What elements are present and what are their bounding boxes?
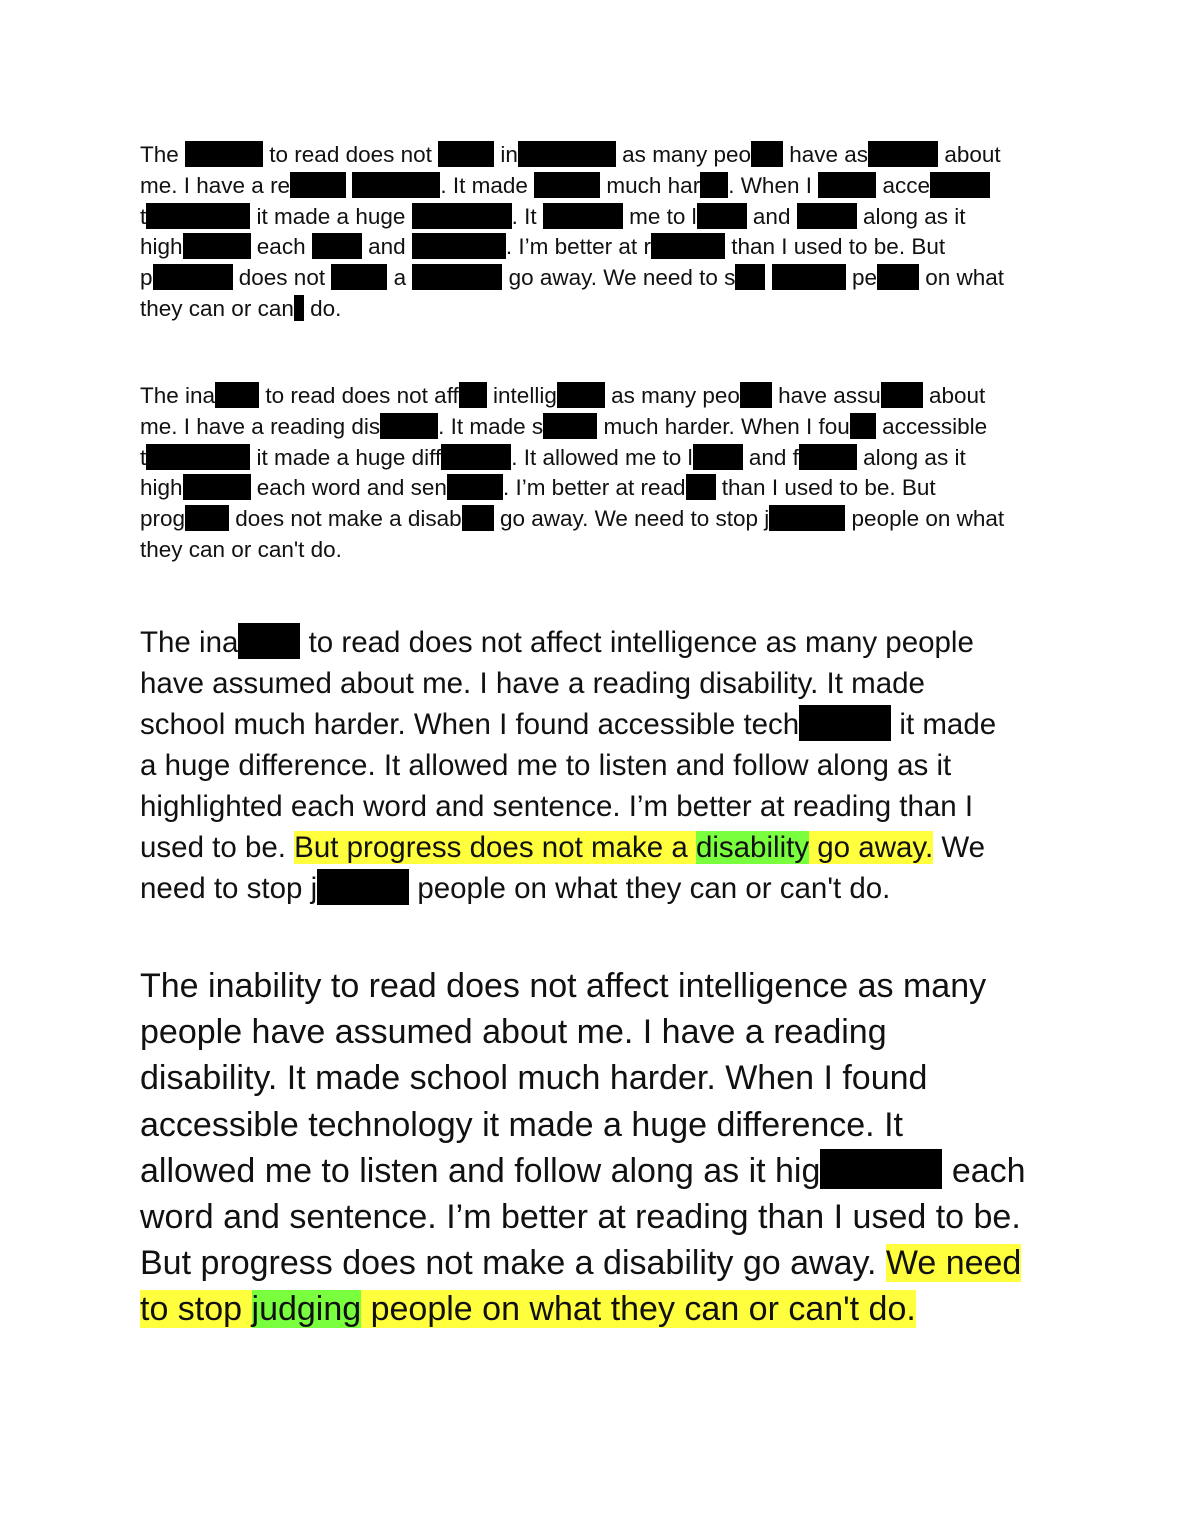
text-line [140, 663, 996, 704]
text-segment: go away. We need to s [502, 265, 736, 291]
text-segment: it made a huge [250, 203, 412, 229]
redaction-bar [740, 382, 772, 408]
highlight-green: judging [251, 1290, 362, 1329]
redaction-bar [459, 382, 487, 408]
redaction-bar [238, 623, 300, 659]
text-line [140, 745, 996, 786]
redaction-bar [183, 233, 251, 259]
redaction-bar [294, 295, 304, 321]
text-segment: accessible technology it made a huge difference. It [140, 1105, 903, 1144]
highlight-yellow: But progress does not make a [294, 831, 696, 864]
text-segment: to read does not aff [259, 383, 459, 408]
text-line [140, 1286, 1026, 1332]
redaction-bar [881, 382, 923, 408]
text-segment: along as it [856, 444, 966, 470]
text-segment: people on what they can or can't do. [409, 872, 891, 905]
highlight-yellow: to stop [140, 1290, 252, 1329]
text-segment: and [361, 234, 412, 260]
text-line [140, 704, 996, 745]
redaction-bar [380, 413, 438, 439]
redaction-bar [183, 474, 251, 500]
redaction-bar [700, 172, 728, 198]
text-segment: . It made [440, 172, 535, 198]
redaction-bar [447, 474, 503, 500]
text-segment: each word and sen [250, 475, 447, 501]
text-line [140, 786, 996, 827]
text-segment: and [746, 203, 797, 229]
text-line [140, 1055, 1026, 1101]
text-segment: on what [918, 265, 1005, 291]
text-segment: as many peo [615, 142, 751, 167]
redaction-bar [697, 203, 747, 229]
highlight-yellow: people on what they can or can't do. [361, 1290, 916, 1329]
redaction-bar [146, 444, 250, 470]
text-segment: people on what [845, 506, 1005, 532]
redaction-bar [534, 172, 600, 198]
redaction-bar [412, 264, 502, 290]
paragraph-redacted-heavy [140, 140, 1004, 325]
redaction-bar [850, 413, 876, 439]
text-line [140, 294, 1004, 325]
redaction-bar [735, 264, 765, 290]
text-segment: each [250, 234, 312, 260]
text-line [140, 1148, 1026, 1194]
redaction-bar [877, 264, 919, 290]
text-segment: The inability to read does not affect intelligence as many [140, 967, 987, 1005]
text-segment: allowed me to listen and follow along as it hig [140, 1151, 821, 1190]
text-segment: high [140, 475, 183, 501]
redaction-bar [868, 141, 938, 167]
text-line [140, 473, 1004, 504]
text-line [140, 202, 1004, 233]
text-segment: need to stop j [140, 872, 318, 905]
redaction-bar [557, 382, 605, 408]
text-segment: . I’m better at r [505, 234, 651, 260]
text-segment: they can or can [140, 295, 294, 321]
text-line [140, 443, 1004, 474]
text-segment: each [942, 1151, 1026, 1190]
text-line [140, 1240, 1026, 1286]
redaction-bar [799, 705, 891, 741]
text-segment: pe [845, 265, 877, 291]
text-segment: used to be. [140, 831, 295, 864]
text-segment: school much harder. When I found accessible tech [140, 708, 800, 741]
text-segment: prog [140, 506, 186, 532]
text-line [140, 412, 1004, 443]
paragraph-redacted-light [140, 622, 996, 909]
redaction-bar [312, 233, 362, 259]
redaction-bar [686, 474, 716, 500]
redaction-bar [797, 203, 857, 229]
redaction-bar [518, 141, 616, 167]
redaction-bar [769, 505, 845, 531]
redaction-bar [153, 264, 233, 290]
text-segment: highlighted each word and sentence. I’m better at reading than I [140, 790, 974, 823]
text-line [140, 1194, 1026, 1240]
text-segment: and f [742, 444, 799, 470]
text-segment: . I’m better at read [502, 475, 686, 501]
text-segment: a huge difference. It allowed me to listen and follow along as it [140, 749, 952, 782]
text-segment: have as [783, 142, 869, 167]
redaction-bar [412, 233, 506, 259]
paragraph-redacted-minimal [140, 963, 1026, 1333]
text-line [140, 868, 996, 909]
redaction-bar [215, 382, 259, 408]
text-segment: a [387, 265, 413, 291]
text-segment: about [938, 142, 1001, 167]
text-segment: have assu [771, 383, 881, 408]
redaction-bar [290, 172, 346, 198]
text-segment: me. I have a re [140, 172, 291, 198]
redaction-bar [772, 264, 846, 290]
text-segment: along as it [856, 203, 966, 229]
text-segment: But progress does not make a disability go away. [140, 1244, 886, 1283]
text-line [140, 381, 1004, 412]
redaction-bar [146, 203, 250, 229]
redaction-bar [462, 505, 494, 531]
text-segment: much har [600, 172, 701, 198]
redaction-bar [543, 203, 623, 229]
text-segment: in [494, 142, 518, 167]
text-segment: much harder. When I fou [597, 413, 850, 439]
highlight-yellow: We need [885, 1244, 1022, 1283]
redaction-bar [352, 172, 440, 198]
text-line [140, 622, 996, 663]
text-line [140, 263, 1004, 294]
text-segment: does not [232, 265, 332, 291]
text-segment: me to l [622, 203, 697, 229]
paragraph-redacted-partial [140, 381, 1004, 566]
redaction-bar [693, 444, 743, 470]
text-line [140, 171, 1004, 202]
text-segment: people have assumed about me. I have a reading [140, 1013, 887, 1052]
text-segment: t [140, 444, 147, 470]
text-line [140, 1102, 1026, 1148]
redaction-bar [185, 141, 263, 167]
text-segment: than I used to be. But [724, 234, 946, 260]
redaction-bar [799, 444, 857, 470]
redaction-bar [820, 1149, 942, 1189]
text-segment: go away. We need to stop j [493, 506, 770, 532]
text-segment: . It allowed me to l [511, 444, 693, 470]
text-line [140, 535, 1004, 566]
text-segment: The ina [140, 626, 239, 659]
text-segment: it made [891, 708, 997, 741]
text-segment: to read does not [263, 142, 439, 167]
text-segment: acce [876, 172, 931, 198]
text-segment: than I used to be. But [715, 475, 936, 501]
redaction-bar [930, 172, 990, 198]
text-line [140, 504, 1004, 535]
text-segment: they can or can't do. [140, 536, 342, 562]
text-segment: accessible [875, 413, 988, 439]
text-segment: disability. It made school much harder. When I found [140, 1059, 928, 1098]
text-segment: t [140, 203, 147, 229]
text-segment: The [140, 142, 186, 167]
text-segment: me. I have a reading dis [140, 413, 381, 439]
text-segment: We [933, 831, 986, 864]
text-segment: high [140, 234, 183, 260]
text-line [140, 827, 996, 868]
text-segment: The ina [140, 383, 216, 408]
highlight-green: disability [695, 831, 810, 864]
text-segment: have assumed about me. I have a reading disability. It made [140, 667, 925, 700]
highlight-yellow: go away. [809, 831, 934, 864]
text-line [140, 232, 1004, 263]
redaction-bar [185, 505, 229, 531]
redaction-bar [818, 172, 876, 198]
redaction-bar [331, 264, 387, 290]
redaction-bar [441, 444, 511, 470]
text-segment: about [922, 383, 986, 408]
text-line [140, 1009, 1026, 1055]
redaction-bar [651, 233, 725, 259]
text-segment: as many peo [604, 383, 740, 408]
text-segment: to read does not affect intelligence as many people [300, 626, 974, 659]
text-line [140, 140, 1004, 171]
text-segment: word and sentence. I’m better at reading than I used to be. [140, 1198, 1021, 1237]
text-segment: intellig [486, 383, 557, 408]
text-segment: do. [303, 295, 342, 321]
redaction-bar [317, 869, 409, 905]
text-segment: it made a huge diff [250, 444, 442, 470]
redaction-bar [412, 203, 512, 229]
text-segment: p [140, 265, 153, 291]
text-line [140, 963, 1026, 1009]
text-segment: . It made s [438, 413, 544, 439]
redaction-bar [751, 141, 783, 167]
text-segment: . When I [728, 172, 819, 198]
redaction-bar [543, 413, 597, 439]
text-segment: does not make a disab [229, 506, 462, 532]
redaction-bar [438, 141, 494, 167]
text-segment: . It [511, 203, 543, 229]
